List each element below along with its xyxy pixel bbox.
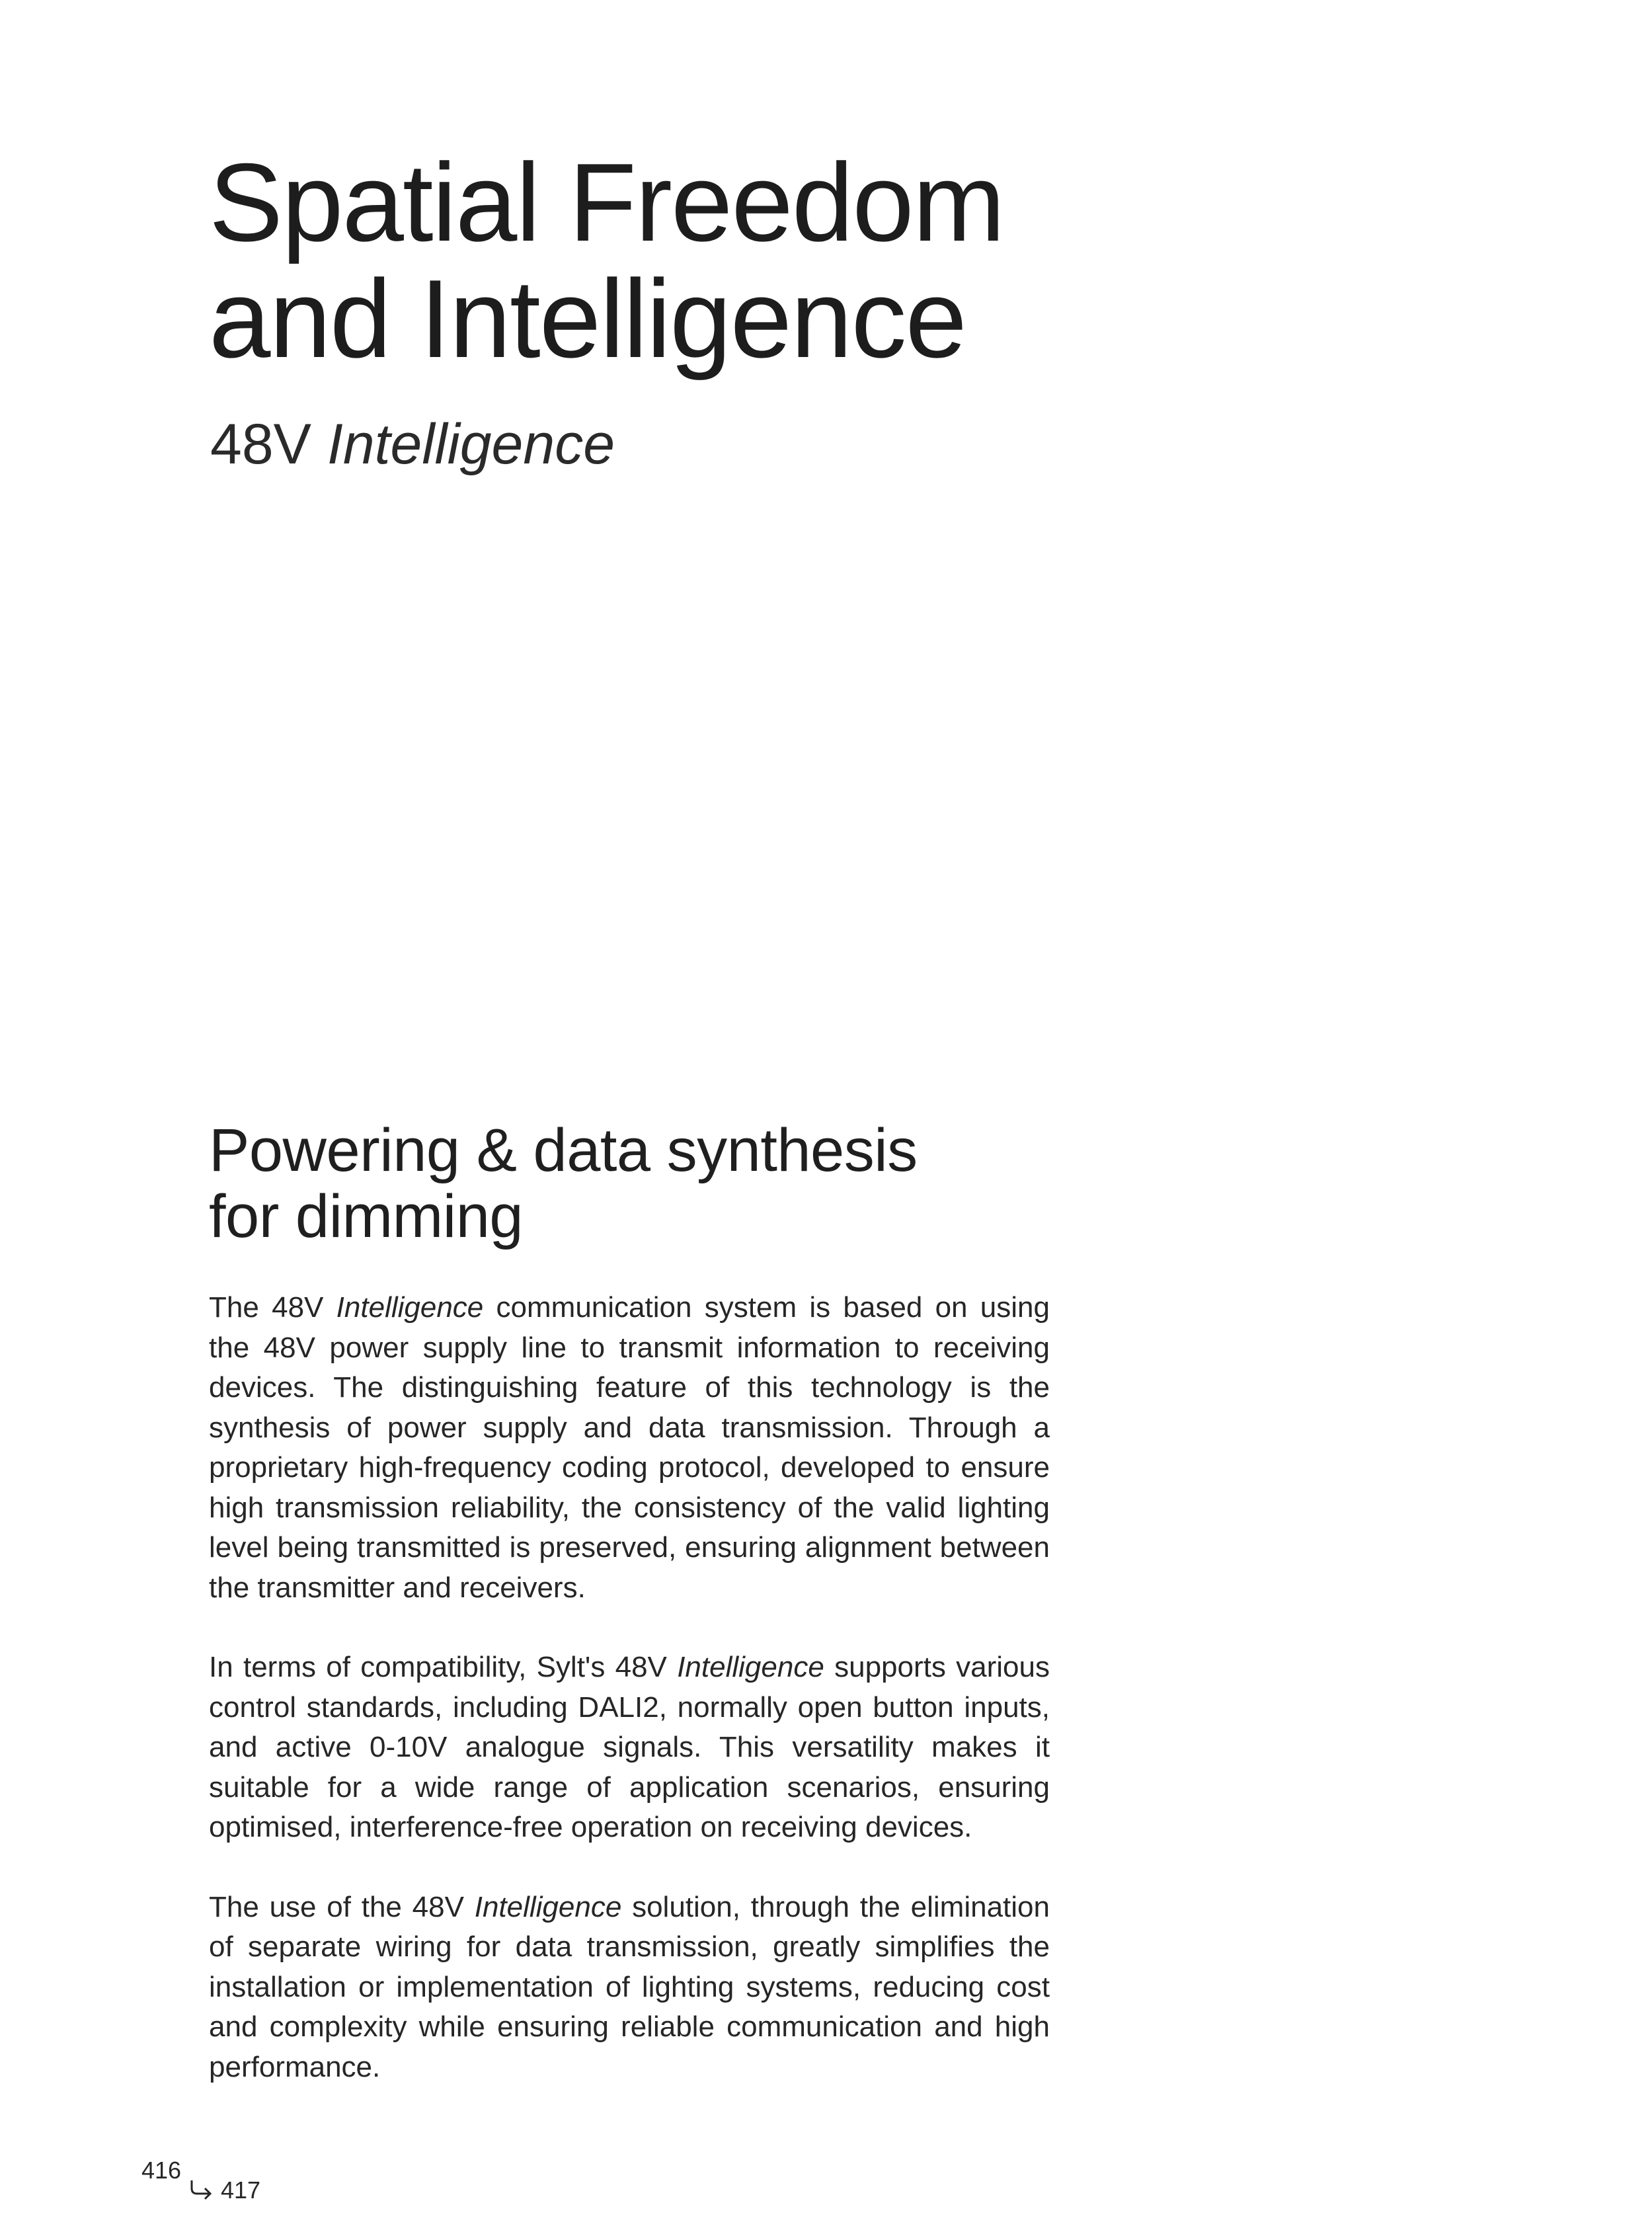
section-heading — [209, 1117, 918, 1250]
page-number-left: 416 — [141, 2157, 182, 2184]
paragraph-2-text-a: In terms of compatibility, Sylt's 48V — [209, 1651, 678, 1683]
page-number-right-group — [188, 2177, 260, 2204]
paragraph-1 — [209, 1288, 1050, 1608]
paragraph-2-text-b: supports various control standards, including DALI2, normally open button inputs, and active 0-10V analogue signals. This versatility makes it suitable for a wide range of application scenarios, ensuring optimised, interference-free operation on receiving devices. — [209, 1651, 1050, 1843]
page-number-right: 417 — [221, 2176, 261, 2204]
paragraph-3 — [209, 1888, 1050, 2088]
subtitle-italic: Intelligence — [327, 413, 615, 476]
return-arrow-icon — [188, 2179, 214, 2202]
paragraph-1-text-a: The 48V — [209, 1291, 336, 1324]
paragraph-3-text-a: The use of the 48V — [209, 1890, 475, 1923]
section-heading-line-2: for dimming — [209, 1183, 524, 1250]
page-title — [209, 140, 1004, 381]
paragraph-2 — [209, 1648, 1050, 1848]
title-line-2: and Intelligence — [209, 257, 966, 381]
paragraph-3-italic: Intelligence — [474, 1890, 622, 1923]
paragraph-1-text-b: communication system is based on using the 48V power supply line to transmit information to receiving devices. The distinguishing feature of this technology is the synthesis of power supply and data transmission. Through a proprietary high-frequency coding protocol, developed to ensure high transmission reliability, the consistency of the valid lighting level being transmitted is preserved, ensuring alignment between the transmitter and receivers. — [209, 1291, 1050, 1604]
paragraph-3-text-b: solution, through the elimination of separate wiring for data transmission, greatly simplifies the installation or implementation of lighting systems, reducing cost and complexity while ensuring reliable communication and high performance. — [209, 1890, 1050, 2083]
body-text — [209, 1288, 1050, 2127]
paragraph-2-italic: Intelligence — [677, 1651, 824, 1683]
section-heading-line-1: Powering & data synthesis — [209, 1117, 918, 1184]
paragraph-1-italic: Intelligence — [336, 1291, 484, 1324]
title-line-1: Spatial Freedom — [209, 140, 1004, 264]
subtitle — [210, 411, 615, 477]
subtitle-prefix: 48V — [210, 413, 312, 476]
